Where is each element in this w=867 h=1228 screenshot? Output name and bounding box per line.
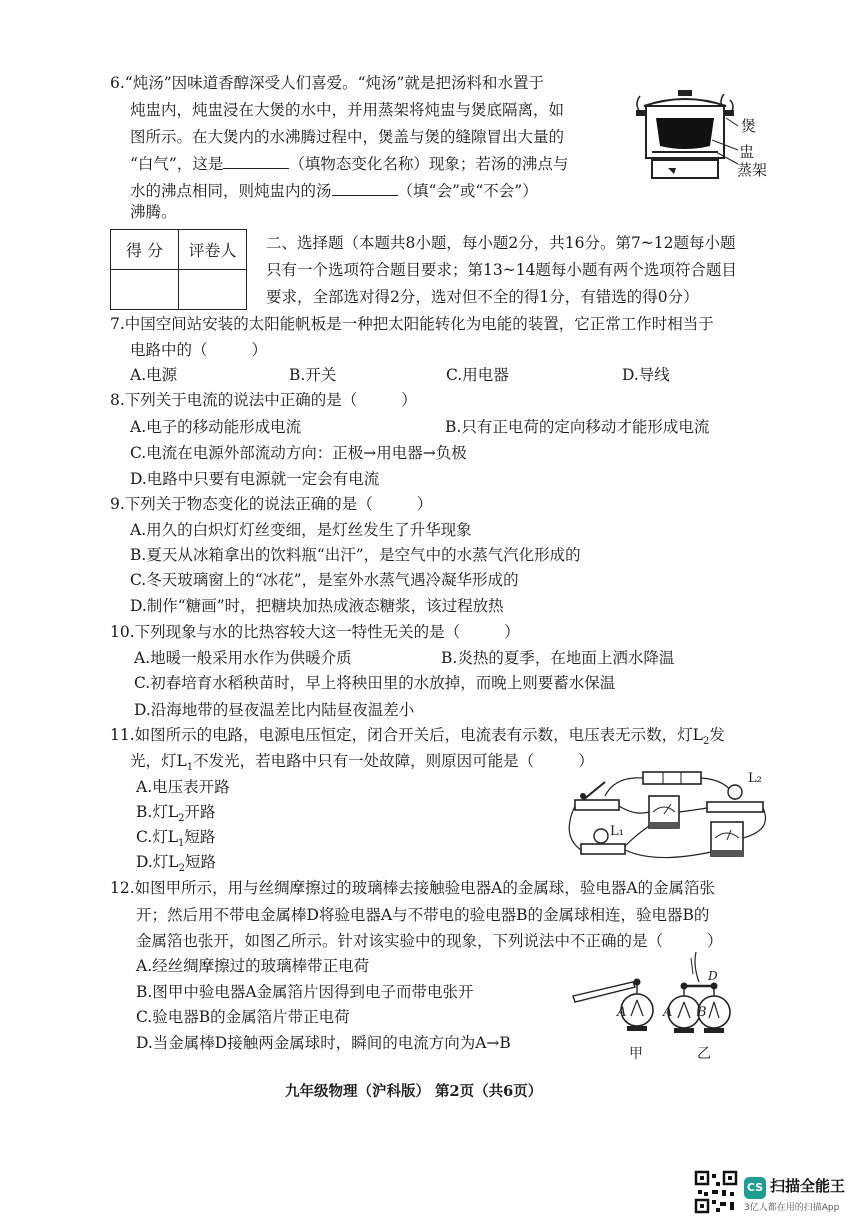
q10-option-b: B.炎热的夏季，在地面上洒水降温 [441,649,675,667]
q12-stem-line-2: 开；然后用不带电金属棒D将验电器A与不带电的验电器B的金属球相连，验电器B的 [136,906,710,924]
grader-cell[interactable] [179,270,247,310]
q12-stem-line-1: 12.如图甲所示，用与丝绸摩擦过的玻璃棒去接触验电器A的金属球，验电器A的金属箔张 [110,879,716,897]
electroscope-figure [565,952,765,1042]
q6-line-2: 炖盅内，炖盅浸在大煲的水中，并用蒸架将炖盅与煲底隔离，如 [130,101,565,119]
q9-option-a: A.用久的白炽灯灯丝变细，是灯丝发生了升华现象 [130,521,472,539]
q11-option-d: D.灯$L_2$短路 [136,853,216,875]
grader-header: 评卷人 [179,230,247,270]
score-table [110,229,247,310]
q6-line-4: “白气”，这是 （填物态变化名称）现象；若汤的沸点与 [130,155,569,173]
electroscope-label-a1: A [617,1005,627,1020]
q12-option-b: B.图甲中验电器A金属箔片因得到电子而带电张开 [136,983,474,1001]
figure-label-steamer-rack: 蒸架 [737,161,768,179]
score-header: 得 分 [111,230,179,270]
q6-blank-1[interactable] [223,168,289,169]
q9-option-d: D.制作“糖画”时，把糖块加热成液态糖浆，该过程放热 [130,597,504,615]
q9-option-c: C.冬天玻璃窗上的“冰花”，是室外水蒸气遇冷凝华形成的 [130,571,519,589]
section-2-line-2: 只有一个选项符合题目要求；第13~14题每小题有两个选项符合题目 [266,261,737,279]
page-footer: 九年级物理（沪科版） 第2页（共6页） [285,1083,543,1100]
q12-stem-line-3: 金属箔也张开，如图乙所示。针对该实验中的现象，下列说法中不正确的是（ ） [136,932,723,950]
q11-option-b: B.灯$L_2$开路 [136,803,216,825]
q6-blank-2[interactable] [332,195,398,196]
q6-line-5: 水的沸点相同，则炖盅内的汤 （填“会”或“不会”） [130,182,538,200]
figure-label-bowl: 盅 [739,143,755,161]
q7-stem-line-2: 电路中的（ ） [130,341,268,359]
q8-option-b: B.只有正电荷的定向移动才能形成电流 [445,418,710,436]
camscanner-brand-name: 扫描全能王 [770,1177,846,1195]
q8-option-d: D.电路中只要有电源就一定会有电流 [130,470,380,488]
q7-option-b: B.开关 [289,366,337,384]
q11-stem-line-1: 11.如图所示的电路，电源电压恒定，闭合开关后，电流表有示数，电压表无示数，灯$L_2$发 [110,726,725,748]
q11-option-a: A.电压表开路 [136,778,230,796]
camscanner-logo-badge: CS [744,1177,766,1199]
q7-option-c: C.用电器 [446,366,509,384]
q9-option-b: B.夏天从冰箱拿出的饮料瓶“出汗”，是空气中的水蒸气汽化形成的 [130,546,581,564]
figure-caption-jia: 甲 [629,1046,643,1062]
score-cell[interactable] [111,270,179,310]
q8-option-a: A.电子的移动能形成电流 [130,418,302,436]
q9-stem: 9.下列关于物态变化的说法正确的是（ ） [110,495,433,513]
section-2-line-1: 二、选择题（本题共8小题，每小题2分，共16分。第7~12题每小题 [266,234,736,252]
q7-stem-line-1: 7.中国空间站安装的太阳能帆板是一种把太阳能转化为电能的装置，它正常工作时相当于 [110,315,714,333]
circuit-label-l2: L₂ [748,771,762,786]
q11-option-c: C.灯$L_1$短路 [136,828,216,850]
q6-line-1: 6.“炖汤”因味道香醇深受人们喜爱。“炖汤”就是把汤料和水置于 [110,74,544,92]
q7-option-d: D.导线 [622,366,670,384]
circuit-label-l1: L₁ [610,824,624,839]
figure-caption-yi: 乙 [697,1046,711,1062]
q12-option-c: C.验电器B的金属箔片带正电荷 [136,1008,350,1026]
q8-option-c: C.电流在电源外部流动方向：正极→用电器→负极 [130,444,467,462]
q6-line-3: 图所示。在大煲内的水沸腾过程中，煲盖与煲的缝隙冒出大量的 [130,128,565,146]
q10-stem: 10.下列现象与水的比热容较大这一特性无关的是（ ） [110,623,520,641]
q10-option-d: D.沿海地带的昼夜温差比内陆昼夜温差小 [134,701,415,719]
q12-option-d: D.当金属棒D接触两金属球时，瞬间的电流方向为A→B [136,1034,511,1052]
electroscope-label-a2: A [663,1005,673,1020]
section-2-line-3: 要求，全部选对得2分，选对但不全的得1分，有错选的得0分） [266,288,699,306]
q10-option-a: A.地暖一般采用水作为供暖介质 [134,649,352,667]
q11-stem-line-2: 光，灯$L_1$不发光，若电路中只有一处故障，则原因可能是（ ） [130,752,594,774]
q7-option-a: A.电源 [130,366,178,384]
electroscope-label-b: B [697,1005,707,1020]
q10-option-c: C.初春培育水稻秧苗时，早上将秧田里的水放掉，而晚上则要蓄水保温 [134,674,616,692]
q12-option-a: A.经丝绸摩擦过的玻璃棒带正电荷 [136,957,370,975]
figure-label-pot: 煲 [741,117,757,135]
q8-stem: 8.下列关于电流的说法中正确的是（ ） [110,391,417,409]
camscanner-tagline: 3亿人都在用的扫描App [744,1203,840,1213]
qr-code-icon [694,1170,738,1214]
circuit-figure [555,766,775,876]
q6-line-6: 沸腾。 [130,203,177,221]
electroscope-label-d: D [708,969,718,983]
